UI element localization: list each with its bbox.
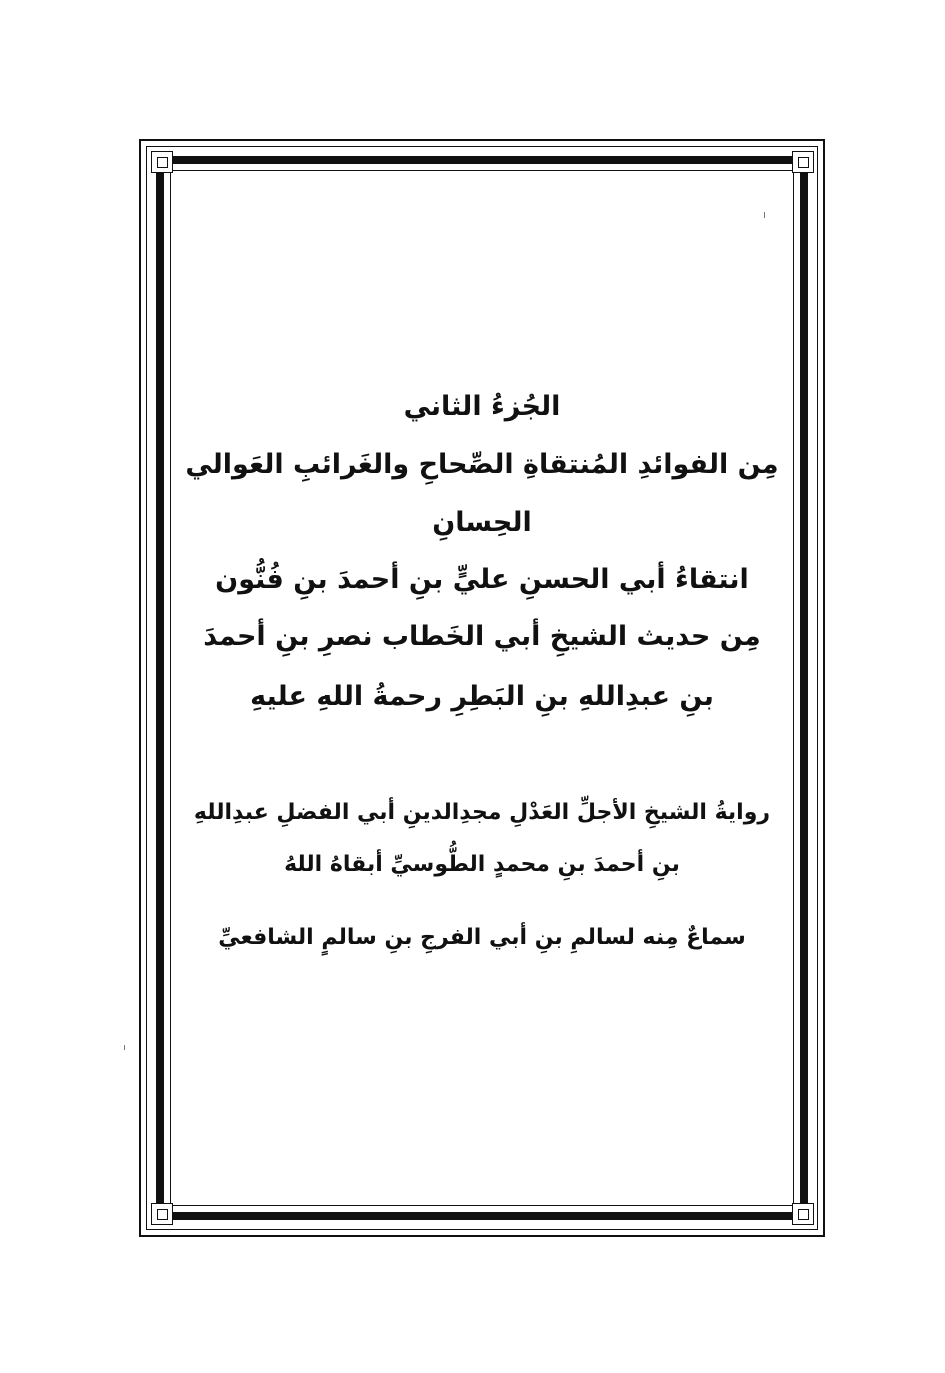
source-line: مِن حديث الشيخِ أبي الخَطاب نصرِ بنِ أحمدَ xyxy=(203,621,761,652)
title-part-number: الجُزءُ الثاني xyxy=(403,391,561,422)
title-book-name-cont: الحِسانِ xyxy=(432,507,532,538)
narration-line: روايةُ الشيخِ الأجلِّ العَدْلِ مجدِالدينِ أبي الفضلِ عبدِاللهِ xyxy=(193,800,771,825)
selector-line: انتقاءُ أبي الحسنِ عليٍّ بنِ أحمدَ بنِ فُنُّون xyxy=(215,564,749,595)
narration-line-cont: بنِ أحمدَ بنِ محمدٍ الطُّوسيِّ أبقاهُ اللهُ xyxy=(284,852,680,877)
corner-ornament-bottom-right xyxy=(792,1203,814,1225)
corner-ornament-bottom-left xyxy=(151,1203,173,1225)
corner-ornament-top-right xyxy=(792,151,814,173)
title-book-name: مِن الفوائدِ المُنتقاةِ الصِّحاحِ والغَرائبِ العَوالي xyxy=(185,449,779,480)
audition-line: سماعٌ مِنه لسالمِ بنِ أبي الفرجِ بنِ سالمٍ الشافعيِّ xyxy=(218,925,746,950)
source-line-cont: بنِ عبدِاللهِ بنِ البَطِرِ رحمةُ اللهِ عليهِ xyxy=(250,681,714,712)
corner-ornament-top-left xyxy=(151,151,173,173)
scan-speck xyxy=(124,1045,125,1050)
scan-speck xyxy=(764,212,765,218)
